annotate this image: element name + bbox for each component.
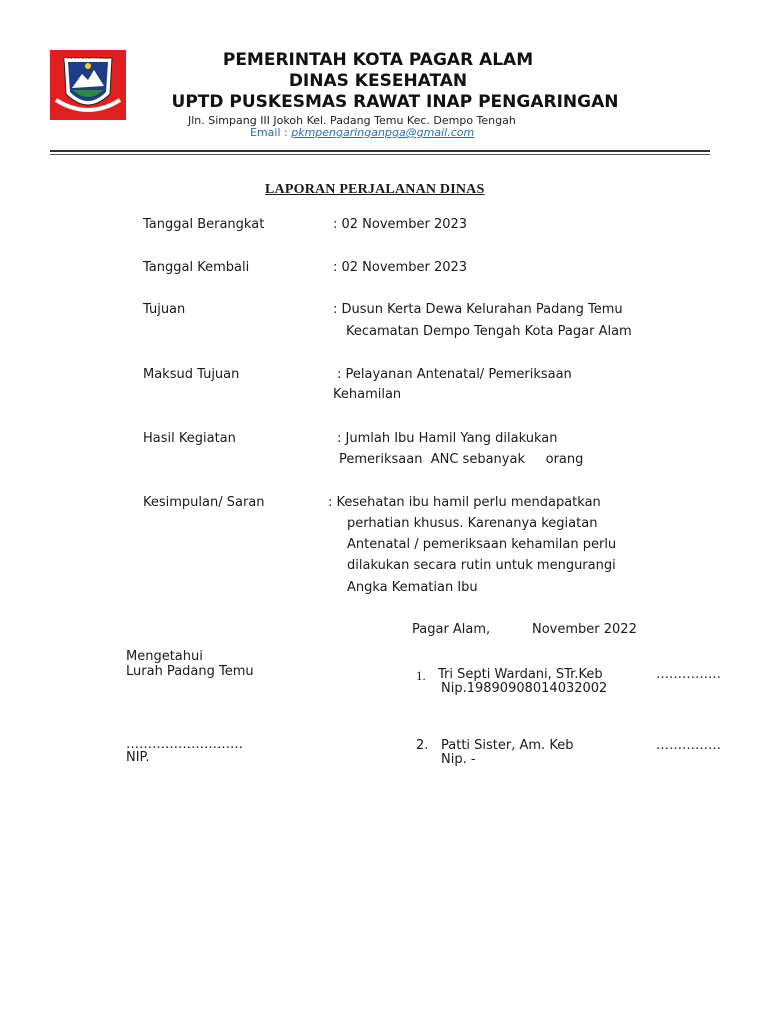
value-tanggal-kembali: : 02 November 2023 [333,260,468,275]
email-link[interactable]: pkmpengaringanpga@gmail.com [291,126,475,139]
signer-2-number: 2. [416,738,429,753]
signer-1-nip: Nip.19890908014032002 [441,681,608,696]
header-institution: UPTD PUSKESMAS RAWAT INAP PENGARINGAN [171,92,619,112]
left-sign-nip: NIP. [126,750,150,765]
value-tanggal-berangkat: : 02 November 2023 [333,217,468,232]
signer-2-name: Patti Sister, Am. Keb [441,738,574,753]
left-sign-title: Lurah Padang Temu [126,664,254,679]
label-kesimpulan-saran: Kesimpulan/ Saran [143,495,265,510]
value-kesimpulan-line5: Angka Kematian Ibu [347,580,478,595]
logo-caption: PAGARALAM [64,58,99,64]
label-maksud-tujuan: Maksud Tujuan [143,367,240,382]
left-sign-acknowledge: Mengetahui [126,649,203,664]
header-rule-thick [50,150,710,152]
label-tanggal-kembali: Tanggal Kembali [143,260,250,275]
value-kesimpulan-line2: perhatian khusus. Karenanya kegiatan [347,516,598,531]
value-kesimpulan-line1: : Kesehatan ibu hamil perlu mendapatkan [328,495,601,510]
header-address: Jln. Simpang III Jokoh Kel. Padang Temu Kec. Dempo Tengah [188,114,516,127]
header-email [250,126,474,139]
value-hasil-line1: : Jumlah Ibu Hamil Yang dilakukan [337,431,558,446]
signer-1-name: Tri Septi Wardani, STr.Keb [438,667,603,682]
signer-1-number: 1. [416,668,426,683]
value-hasil-line2: Pemeriksaan ANC sebanyak orang [339,452,584,467]
label-tanggal-berangkat: Tanggal Berangkat [143,217,265,232]
header-department: DINAS KESEHATAN [288,71,468,91]
header-government: PEMERINTAH KOTA PAGAR ALAM [222,50,534,70]
left-sign-dots: ……………………… [126,737,243,752]
date-text: November 2022 [532,622,637,637]
place-text: Pagar Alam, [412,622,491,637]
value-tujuan-line1: : Dusun Kerta Dewa Kelurahan Padang Temu [333,302,623,317]
label-tujuan: Tujuan [143,302,186,317]
value-kesimpulan-line3: Antenatal / pemeriksaan kehamilan perlu [347,537,617,552]
value-maksud-line1: : Pelayanan Antenatal/ Pemeriksaan [337,367,572,382]
label-hasil-kegiatan: Hasil Kegiatan [143,431,236,446]
signer-1-dots: …………… [656,667,721,682]
header-rule-thin [50,154,710,155]
value-tujuan-line2: Kecamatan Dempo Tengah Kota Pagar Alam [346,324,632,339]
signer-2-nip: Nip. - [441,752,476,767]
document-title: LAPORAN PERJALANAN DINAS [265,182,485,197]
email-label: Email : [250,126,292,139]
value-maksud-line2: Kehamilan [333,387,402,402]
signer-2-dots: …………… [656,738,721,753]
value-kesimpulan-line4: dilakukan secara rutin untuk mengurangi [347,558,616,573]
